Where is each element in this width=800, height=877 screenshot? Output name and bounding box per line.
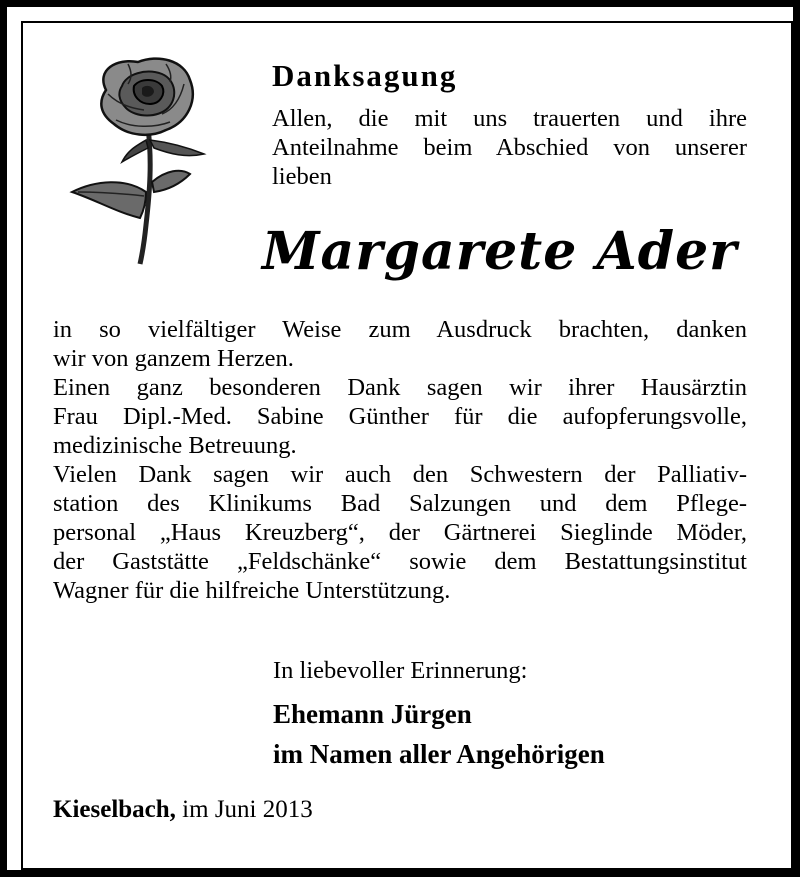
signer-line: im Namen aller Angehörigen: [273, 739, 605, 769]
heading-title: Danksagung: [272, 58, 458, 93]
body-text: [53, 315, 747, 605]
body-line: Vielen Dank sagen wir auch den Schwestern der Palliativ-: [53, 461, 747, 488]
signer-line: Ehemann Jürgen: [273, 699, 472, 729]
intro-line: Anteilnahme beim Abschied von unserer: [272, 134, 747, 161]
place-date: [53, 793, 313, 827]
body-line: wir von ganzem Herzen.: [53, 345, 294, 372]
intro-line: lieben: [272, 163, 332, 190]
body-line: in so vielfältiger Weise zum Ausdruck brachten, danken: [53, 316, 747, 343]
closing-text: In liebevoller Erinnerung:: [273, 657, 528, 684]
intro-text: [272, 104, 747, 191]
body-line: Einen ganz besonderen Dank sagen wir ihrer Hausärztin: [53, 374, 747, 401]
intro-line: Allen, die mit uns trauerten und ihre: [272, 105, 747, 132]
body-line: Frau Dipl.-Med. Sabine Günther für die aufopferungsvolle,: [53, 403, 747, 430]
date-text: im Juni 2013: [182, 796, 313, 823]
body-line: medizinische Betreuung.: [53, 432, 297, 459]
body-line: der Gaststätte „Feldschänke“ sowie dem Bestattungsinstitut: [53, 548, 747, 575]
signers: [273, 694, 605, 774]
rose-icon: [66, 50, 216, 270]
body-line: station des Klinikums Bad Salzungen und dem Pflege-: [53, 490, 747, 517]
body-line: Wagner für die hilfreiche Unterstützung.: [53, 577, 451, 604]
place-name: Kieselbach,: [53, 796, 176, 823]
body-line: personal „Haus Kreuzberg“, der Gärtnerei Sieglinde Möder,: [53, 519, 747, 546]
deceased-name: Margarete Ader: [262, 221, 738, 282]
